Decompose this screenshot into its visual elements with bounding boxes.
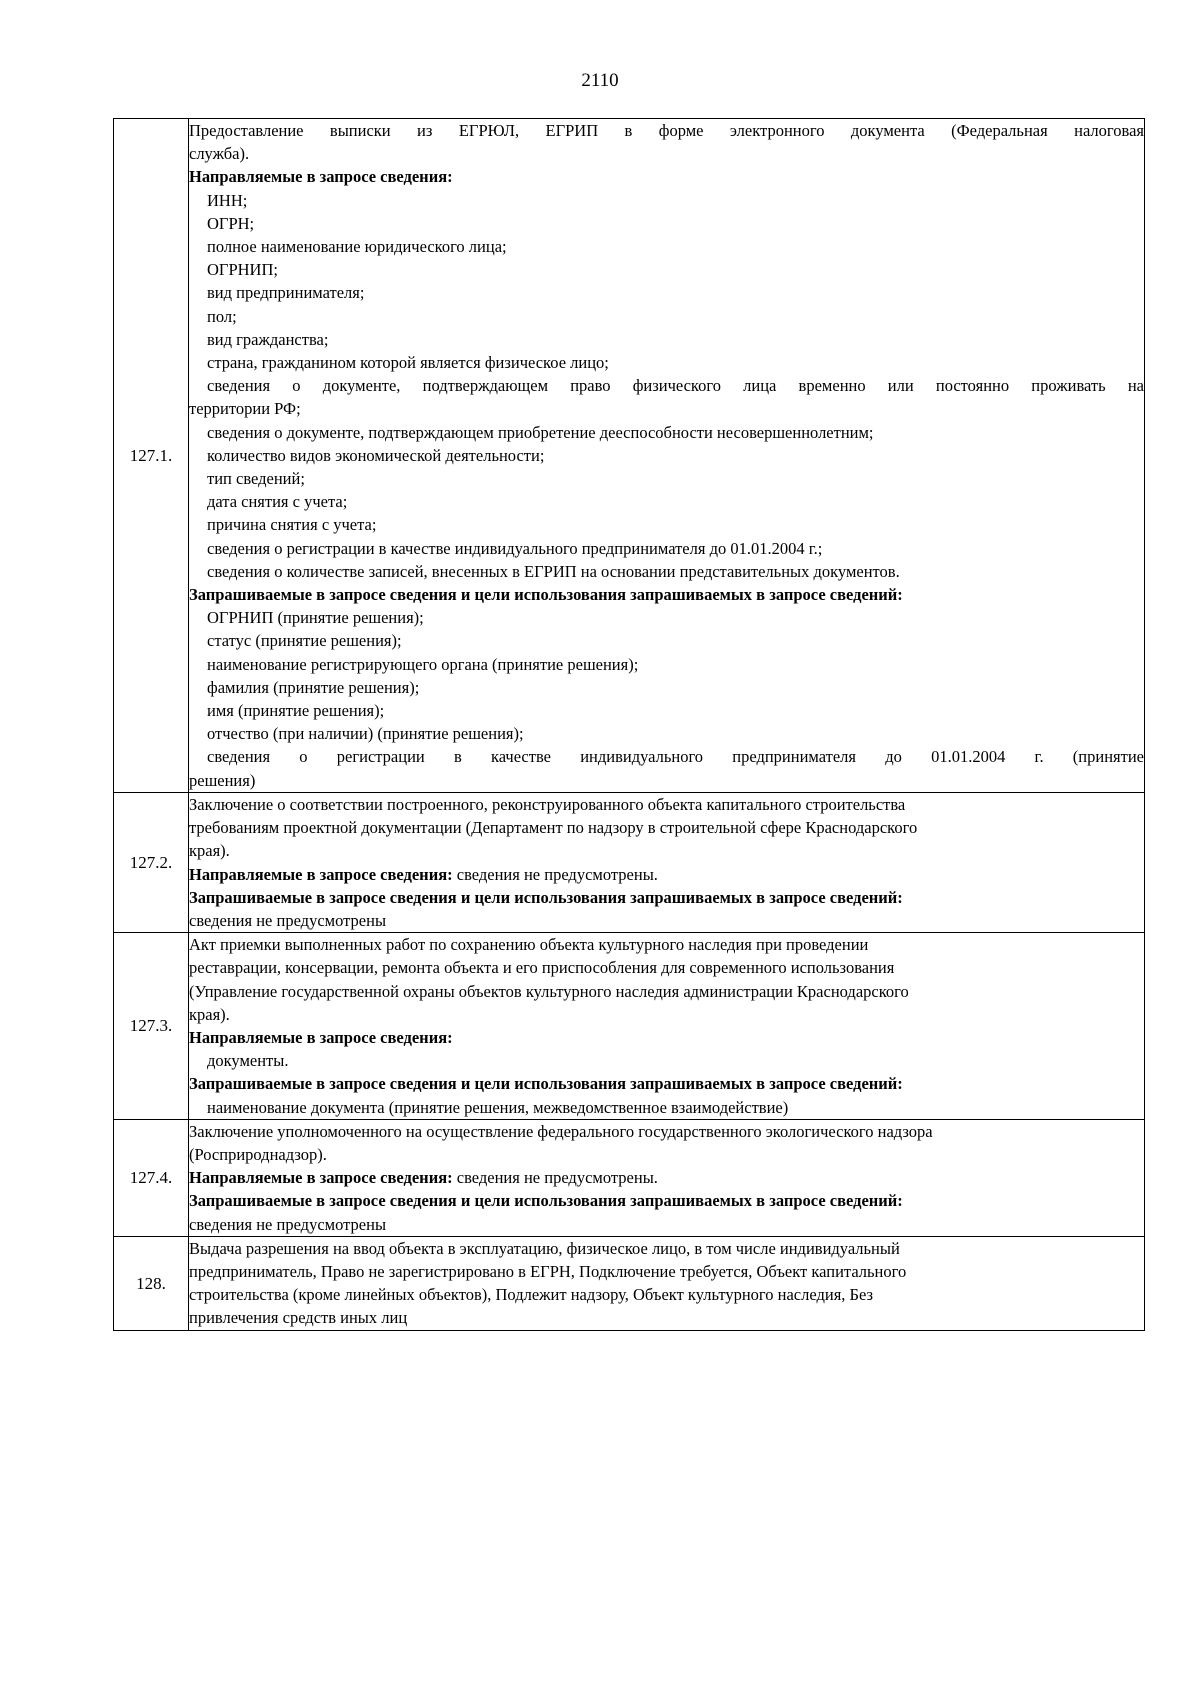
sent-item: количество видов экономической деятельности; bbox=[207, 445, 545, 465]
row-title-end: (Росприроднадзор). bbox=[189, 1144, 327, 1164]
row-title-end: служба). bbox=[189, 144, 250, 164]
sent-info-heading: Направляемые в запросе сведения: bbox=[189, 1027, 453, 1047]
sent-item: ИНН; bbox=[207, 190, 248, 210]
sent-item: пол; bbox=[207, 306, 237, 326]
row-number: 127.2. bbox=[114, 792, 189, 932]
row-number: 127.4. bbox=[114, 1119, 189, 1236]
row-content bbox=[189, 933, 1145, 1120]
requested-item: сведения не предусмотрены bbox=[189, 1214, 387, 1234]
sent-info-heading: Направляемые в запросе сведения: bbox=[189, 167, 453, 187]
sent-info-value: сведения не предусмотрены. bbox=[452, 864, 658, 884]
requested-item: сведения о регистрации в качестве индивидуального предпринимателя до 01.01.2004 г. (принятие bbox=[207, 747, 1144, 767]
row-title-end: привлечения средств иных лиц bbox=[189, 1308, 408, 1328]
sent-item: сведения о документе, подтверждающем право физического лица временно или постоянно проживать на bbox=[207, 376, 1144, 396]
sent-info-line bbox=[189, 863, 1144, 886]
sent-item: ОГРНИП; bbox=[207, 260, 278, 280]
row-title: (Управление государственной охраны объектов культурного наследия администрации Краснодарского bbox=[189, 981, 909, 1001]
sent-item: страна, гражданином которой является физическое лицо; bbox=[207, 353, 609, 373]
row-title: реставрации, консервации, ремонта объекта и его приспособления для современного использования bbox=[189, 958, 895, 978]
row-title: предприниматель, Право не зарегистрировано в ЕГРН, Подключение требуется, Объект капитального bbox=[189, 1261, 907, 1281]
sent-item: тип сведений; bbox=[207, 469, 305, 489]
requested-info-heading: Запрашиваемые в запросе сведения и цели использования запрашиваемых в запросе сведений: bbox=[189, 585, 903, 605]
table-row bbox=[114, 933, 1145, 1120]
requested-item: отчество (при наличии) (принятие решения); bbox=[207, 724, 524, 744]
requested-item: наименование документа (принятие решения, межведомственное взаимодействие) bbox=[207, 1097, 789, 1117]
sent-item: вид гражданства; bbox=[207, 329, 329, 349]
requested-info-heading: Запрашиваемые в запросе сведения и цели использования запрашиваемых в запросе сведений: bbox=[189, 1191, 903, 1211]
services-table bbox=[113, 118, 1145, 1331]
sent-item: полное наименование юридического лица; bbox=[207, 237, 507, 257]
row-number: 128. bbox=[114, 1236, 189, 1330]
sent-info-value: сведения не предусмотрены. bbox=[452, 1168, 658, 1188]
row-content bbox=[189, 119, 1145, 793]
sent-info-heading: Направляемые в запросе сведения: bbox=[189, 864, 453, 884]
row-title: Заключение уполномоченного на осуществление федерального государственного экологического надзора bbox=[189, 1121, 933, 1141]
row-title: Предоставление выписки из ЕГРЮЛ, ЕГРИП в форме электронного документа (Федеральная налоговая bbox=[189, 121, 1144, 140]
row-title: Выдача разрешения на ввод объекта в эксплуатацию, физическое лицо, в том числе индивидуальный bbox=[189, 1238, 900, 1258]
table-row bbox=[114, 119, 1145, 793]
row-title-end: края). bbox=[189, 841, 230, 861]
sent-item: сведения о документе, подтверждающем приобретение дееспособности несовершеннолетним; bbox=[207, 422, 874, 442]
sent-item-cont: территории РФ; bbox=[189, 399, 301, 419]
sent-item: сведения о количестве записей, внесенных в ЕГРИП на основании представительных документов. bbox=[207, 561, 900, 581]
table-row bbox=[114, 792, 1145, 932]
sent-item: причина снятия с учета; bbox=[207, 515, 377, 535]
requested-item: фамилия (принятие решения); bbox=[207, 677, 420, 697]
requested-item: наименование регистрирующего органа (принятие решения); bbox=[207, 654, 639, 674]
row-content bbox=[189, 1119, 1145, 1236]
requested-item: сведения не предусмотрены bbox=[189, 910, 387, 930]
table-row bbox=[114, 1236, 1145, 1330]
requested-info-heading: Запрашиваемые в запросе сведения и цели использования запрашиваемых в запросе сведений: bbox=[189, 887, 903, 907]
row-content bbox=[189, 792, 1145, 932]
sent-item: вид предпринимателя; bbox=[207, 283, 365, 303]
requested-item: имя (принятие решения); bbox=[207, 701, 385, 721]
requested-item: ОГРНИП (принятие решения); bbox=[207, 608, 424, 628]
requested-info-heading: Запрашиваемые в запросе сведения и цели использования запрашиваемых в запросе сведений: bbox=[189, 1074, 903, 1094]
row-title: Заключение о соответствии построенного, реконструированного объекта капитального строительства bbox=[189, 794, 906, 814]
row-content bbox=[189, 1236, 1145, 1330]
row-title: требованиям проектной документации (Департамент по надзору в строительной сфере Краснодарского bbox=[189, 818, 918, 838]
sent-item: дата снятия с учета; bbox=[207, 492, 348, 512]
sent-item: документы. bbox=[207, 1051, 289, 1071]
requested-item-cont: решения) bbox=[189, 770, 256, 790]
sent-item: сведения о регистрации в качестве индивидуального предпринимателя до 01.01.2004 г.; bbox=[207, 538, 823, 558]
row-title-end: края). bbox=[189, 1004, 230, 1024]
sent-info-line bbox=[189, 1166, 1144, 1189]
sent-info-heading: Направляемые в запросе сведения: bbox=[189, 1168, 453, 1188]
page-number: 2110 bbox=[581, 70, 619, 91]
table-row bbox=[114, 1119, 1145, 1236]
row-title: Акт приемки выполненных работ по сохранению объекта культурного наследия при проведении bbox=[189, 935, 869, 955]
row-number: 127.3. bbox=[114, 933, 189, 1120]
row-title: строительства (кроме линейных объектов), Подлежит надзору, Объект культурного наследия, Без bbox=[189, 1285, 874, 1305]
row-number: 127.1. bbox=[114, 119, 189, 793]
sent-item: ОГРН; bbox=[207, 213, 255, 233]
requested-item: статус (принятие решения); bbox=[207, 631, 402, 651]
